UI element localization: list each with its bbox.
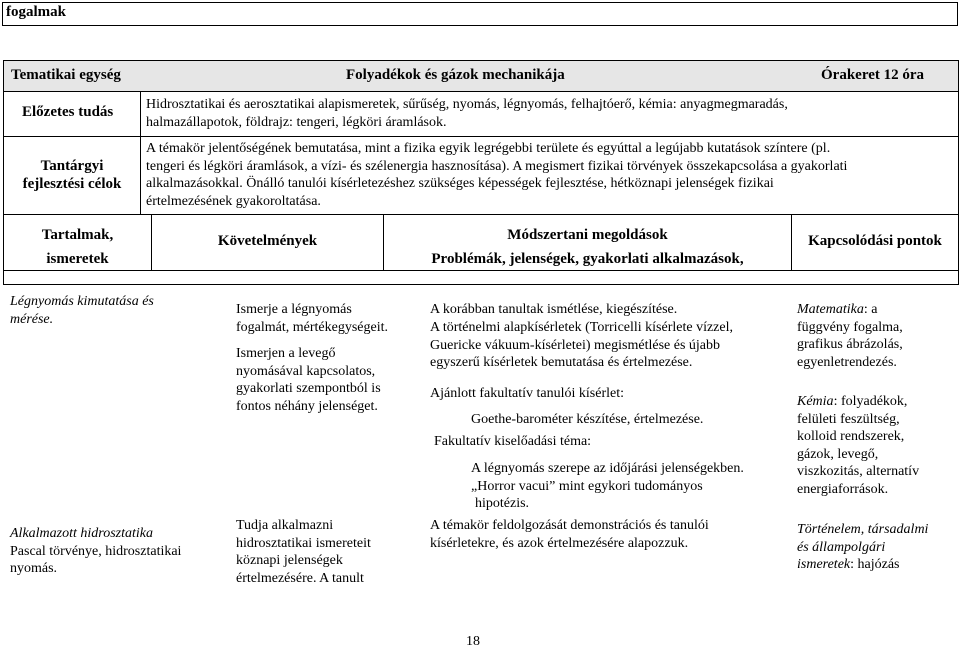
table-top-border (3, 60, 959, 61)
prior-knowledge-text: Hidrosztatikai és aerosztatikai alapismeretek, sűrűség, nyomás, légnyomás, felhajtóerő, kémia: anyagmegmaradás, halmazállapotok, földrajz: tengeri, légköri áramlások. (146, 97, 788, 130)
method-5: A témakör feldolgozását demonstrációs és tanulói kísérletekre, és azok értelmezésére alapozzuk. (430, 518, 709, 551)
header-label: Tematikai egység (11, 67, 121, 83)
requirement-3: Tudja alkalmazni hidrosztatikai ismereteit köznapi jelenségek értelmezésére. A tanult (236, 518, 371, 586)
goals-label: Tantárgyi fejlesztési célok (22, 158, 122, 192)
page-number: 18 (466, 634, 480, 649)
link-chemistry: Kémia: folyadékok, felületi feszültség, kolloid rendszerek, gázok, levegő, viszkozitás, alternatív energiaforrások. (797, 394, 920, 497)
content-item-hydrostatics: Alkalmazott hidrosztatika Pascal törvénye, hidrosztatikai nyomás. (10, 526, 182, 576)
col-header-content: Tartalmak, ismeretek (41, 227, 114, 267)
col-header-methods: Módszertani megoldások Problémák, jelenségek, gyakorlati alkalmazások, (431, 227, 744, 267)
link-history: Történelem, társadalmi és állampolgári ismeretek: hajózás (797, 522, 929, 572)
prior-knowledge-label: Előzetes tudás (22, 104, 114, 120)
title-box-text: fogalmak (6, 4, 66, 20)
title-box (2, 2, 958, 26)
content-item-pressure: Légnyomás kimutatása és mérése. (10, 294, 154, 327)
unit-title: Folyadékok és gázok mechanikája (346, 67, 565, 83)
requirement-2: Ismerjen a levegő nyomásával kapcsolatos, gyakorlati szempontból is fontos néhány jelenséget. (236, 346, 381, 414)
hours-label: Órakeret 12 óra (821, 67, 925, 83)
goals-text: A témakör jelentőségének bemutatása, mint a fizika egyik legrégebbi területe és egyúttal a legújabb kutatások színtere (pl. tengeri és légköri áramlások, a vízi- és szélenergia hasznosítása). A megismert fizikai törvények összekapcsolása a gyakorlati alkalmazásokkal. Önálló tanulói kísérletezéshez szükséges képességek fejlesztése, hétköznapi jelenségek fizikai értelmezésének gyakoroltatása. (146, 141, 848, 209)
method-4-label: Fakultatív kiselőadási téma: (434, 434, 592, 449)
method-4-items: A légnyomás szerepe az időjárási jelenségekben. „Horror vacui” mint egykori tudományos hipotézis. (471, 461, 744, 511)
method-1: A korábban tanultak ismétlése, kiegészítése. (430, 302, 678, 317)
link-math: Matematika: a függvény fogalma, grafikus ábrázolás, egyenletrendezés. (797, 302, 903, 370)
method-3-item: Goethe-barométer készítése, értelmezése. (471, 412, 704, 427)
requirement-1: Ismerje a légnyomás fogalmát, mértékegységeit. (236, 302, 388, 335)
col-header-requirements: Követelmények (217, 233, 318, 249)
method-2: A történelmi alapkísérletek (Torricelli kísérlete vízzel, Guericke vákuum-kísérletei) megismétlése és újabb egyszerű kísérletek bemutatása és értelmezése. (430, 320, 734, 370)
col-header-links: Kapcsolódási pontok (808, 233, 942, 249)
method-3-label: Ajánlott fakultatív tanulói kísérlet: (430, 386, 625, 401)
